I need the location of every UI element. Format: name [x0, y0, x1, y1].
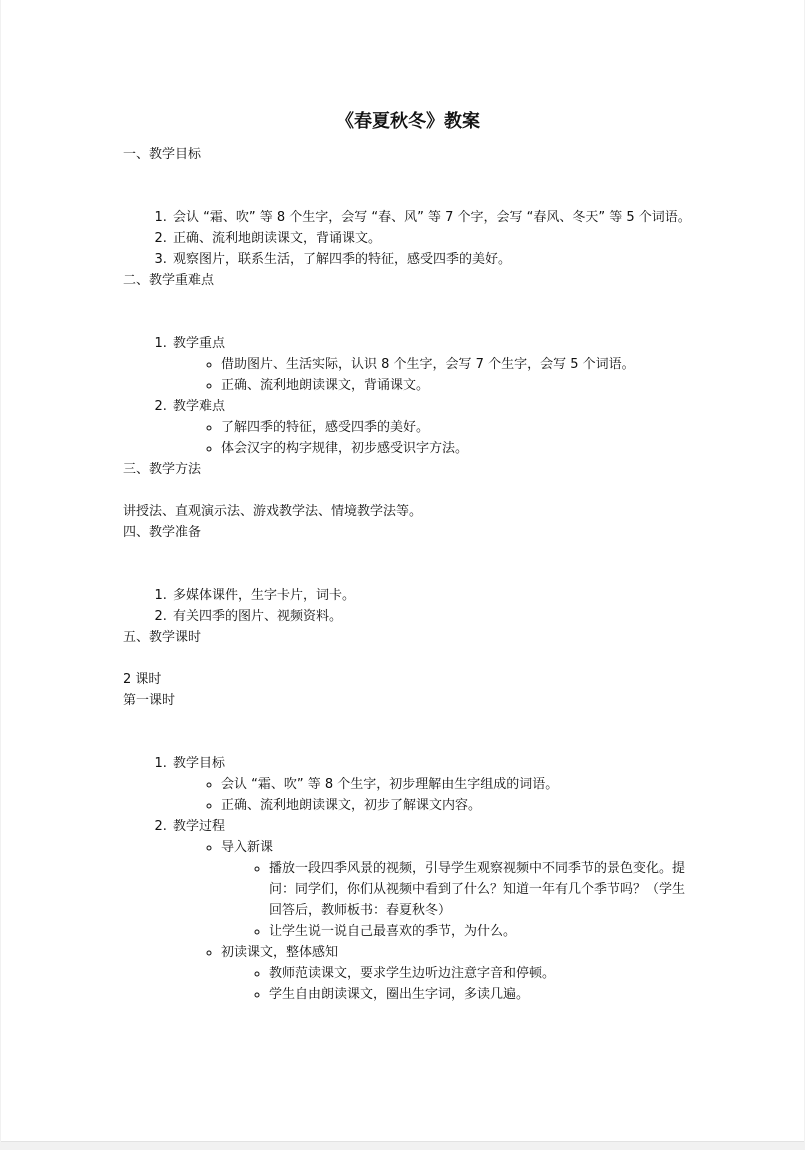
objectives-list: [123, 207, 693, 270]
list-item: 2. 有关四季的图片、视频资料。: [171, 606, 693, 627]
sub-list: [173, 837, 693, 1005]
list-item-label: 教学过程: [173, 819, 226, 834]
sub-sub-list-item: ◦ 播放一段四季风景的视频，引导学生观察视频中不同季节的景色变化。提问：同学们，你们从视频中看到了什么？知道一年有几个季节吗？（学生回答后，教师板书：春夏秋冬）: [269, 858, 693, 921]
sub-sub-list-item: ◦ 教师范读课文，要求学生边听边注意字音和停顿。: [269, 963, 693, 984]
document-content: [123, 108, 693, 1005]
sub-list-item: [221, 837, 693, 942]
list-item-label: 教学目标: [173, 756, 226, 771]
preparation-list: [123, 585, 693, 627]
sub-sub-list-item: ◦ 学生自由朗读课文，圈出生字词，多读几遍。: [269, 984, 693, 1005]
sub-list-item: ◦ 了解四季的特征，感受四季的美好。: [221, 417, 693, 438]
sub-sub-list: [221, 963, 693, 1005]
list-item: 2. 正确、流利地朗读课文，背诵课文。: [171, 228, 693, 249]
sub-sub-list-item: ◦ 让学生说一说自己最喜欢的季节，为什么。: [269, 921, 693, 942]
key-points-list: [123, 333, 693, 459]
sub-list-item: [221, 942, 693, 1005]
sub-list-item: ◦ 体会汉字的构字规律，初步感受识字方法。: [221, 438, 693, 459]
section-heading-objectives: 一、教学目标: [123, 147, 202, 162]
sub-list: [173, 774, 693, 816]
document-page: [1, 0, 804, 1142]
sub-list-item: ◦ 借助图片、生活实际，认识 8 个生字，会写 7 个生字，会写 5 个词语。: [221, 354, 693, 375]
methods-text: 讲授法、直观演示法、游戏教学法、情境教学法等。: [123, 504, 423, 519]
sub-list-item: ◦ 会认 “霜、吹” 等 8 个生字，初步理解由生字组成的词语。: [221, 774, 693, 795]
list-item: 1. 多媒体课件，生字卡片，词卡。: [171, 585, 693, 606]
list-item: 3. 观察图片，联系生活，了解四季的特征，感受四季的美好。: [171, 249, 693, 270]
hours-text: 2 课时: [123, 672, 162, 687]
page-title: 《春夏秋冬》教案: [336, 111, 480, 132]
list-item-label: 教学难点: [173, 399, 226, 414]
list-item: [171, 333, 693, 396]
list-item-label: 教学重点: [173, 336, 226, 351]
section-heading-key-points: 二、教学重难点: [123, 273, 215, 288]
sub-list-item: ◦ 正确、流利地朗读课文，背诵课文。: [221, 375, 693, 396]
sub-list-item: ◦ 正确、流利地朗读课文，初步了解课文内容。: [221, 795, 693, 816]
section-heading-hours: 五、教学课时: [123, 630, 202, 645]
sub-list-item-label: 导入新课: [221, 840, 274, 855]
list-item: [171, 396, 693, 459]
sub-list: [173, 417, 693, 459]
sub-list-item-label: 初读课文，整体感知: [221, 945, 339, 960]
list-item: 1. 会认 “霜、吹” 等 8 个生字，会写 “春、风” 等 7 个字，会写 “春风、冬天” 等 5 个词语。: [171, 207, 693, 228]
section-heading-preparation: 四、教学准备: [123, 525, 202, 540]
list-item: [171, 816, 693, 1005]
section-heading-methods: 三、教学方法: [123, 462, 202, 477]
sub-sub-list: [221, 858, 693, 942]
first-lesson-list: [123, 753, 693, 1005]
sub-list: [173, 354, 693, 396]
first-lesson-heading: 第一课时: [123, 693, 176, 708]
list-item: [171, 753, 693, 816]
